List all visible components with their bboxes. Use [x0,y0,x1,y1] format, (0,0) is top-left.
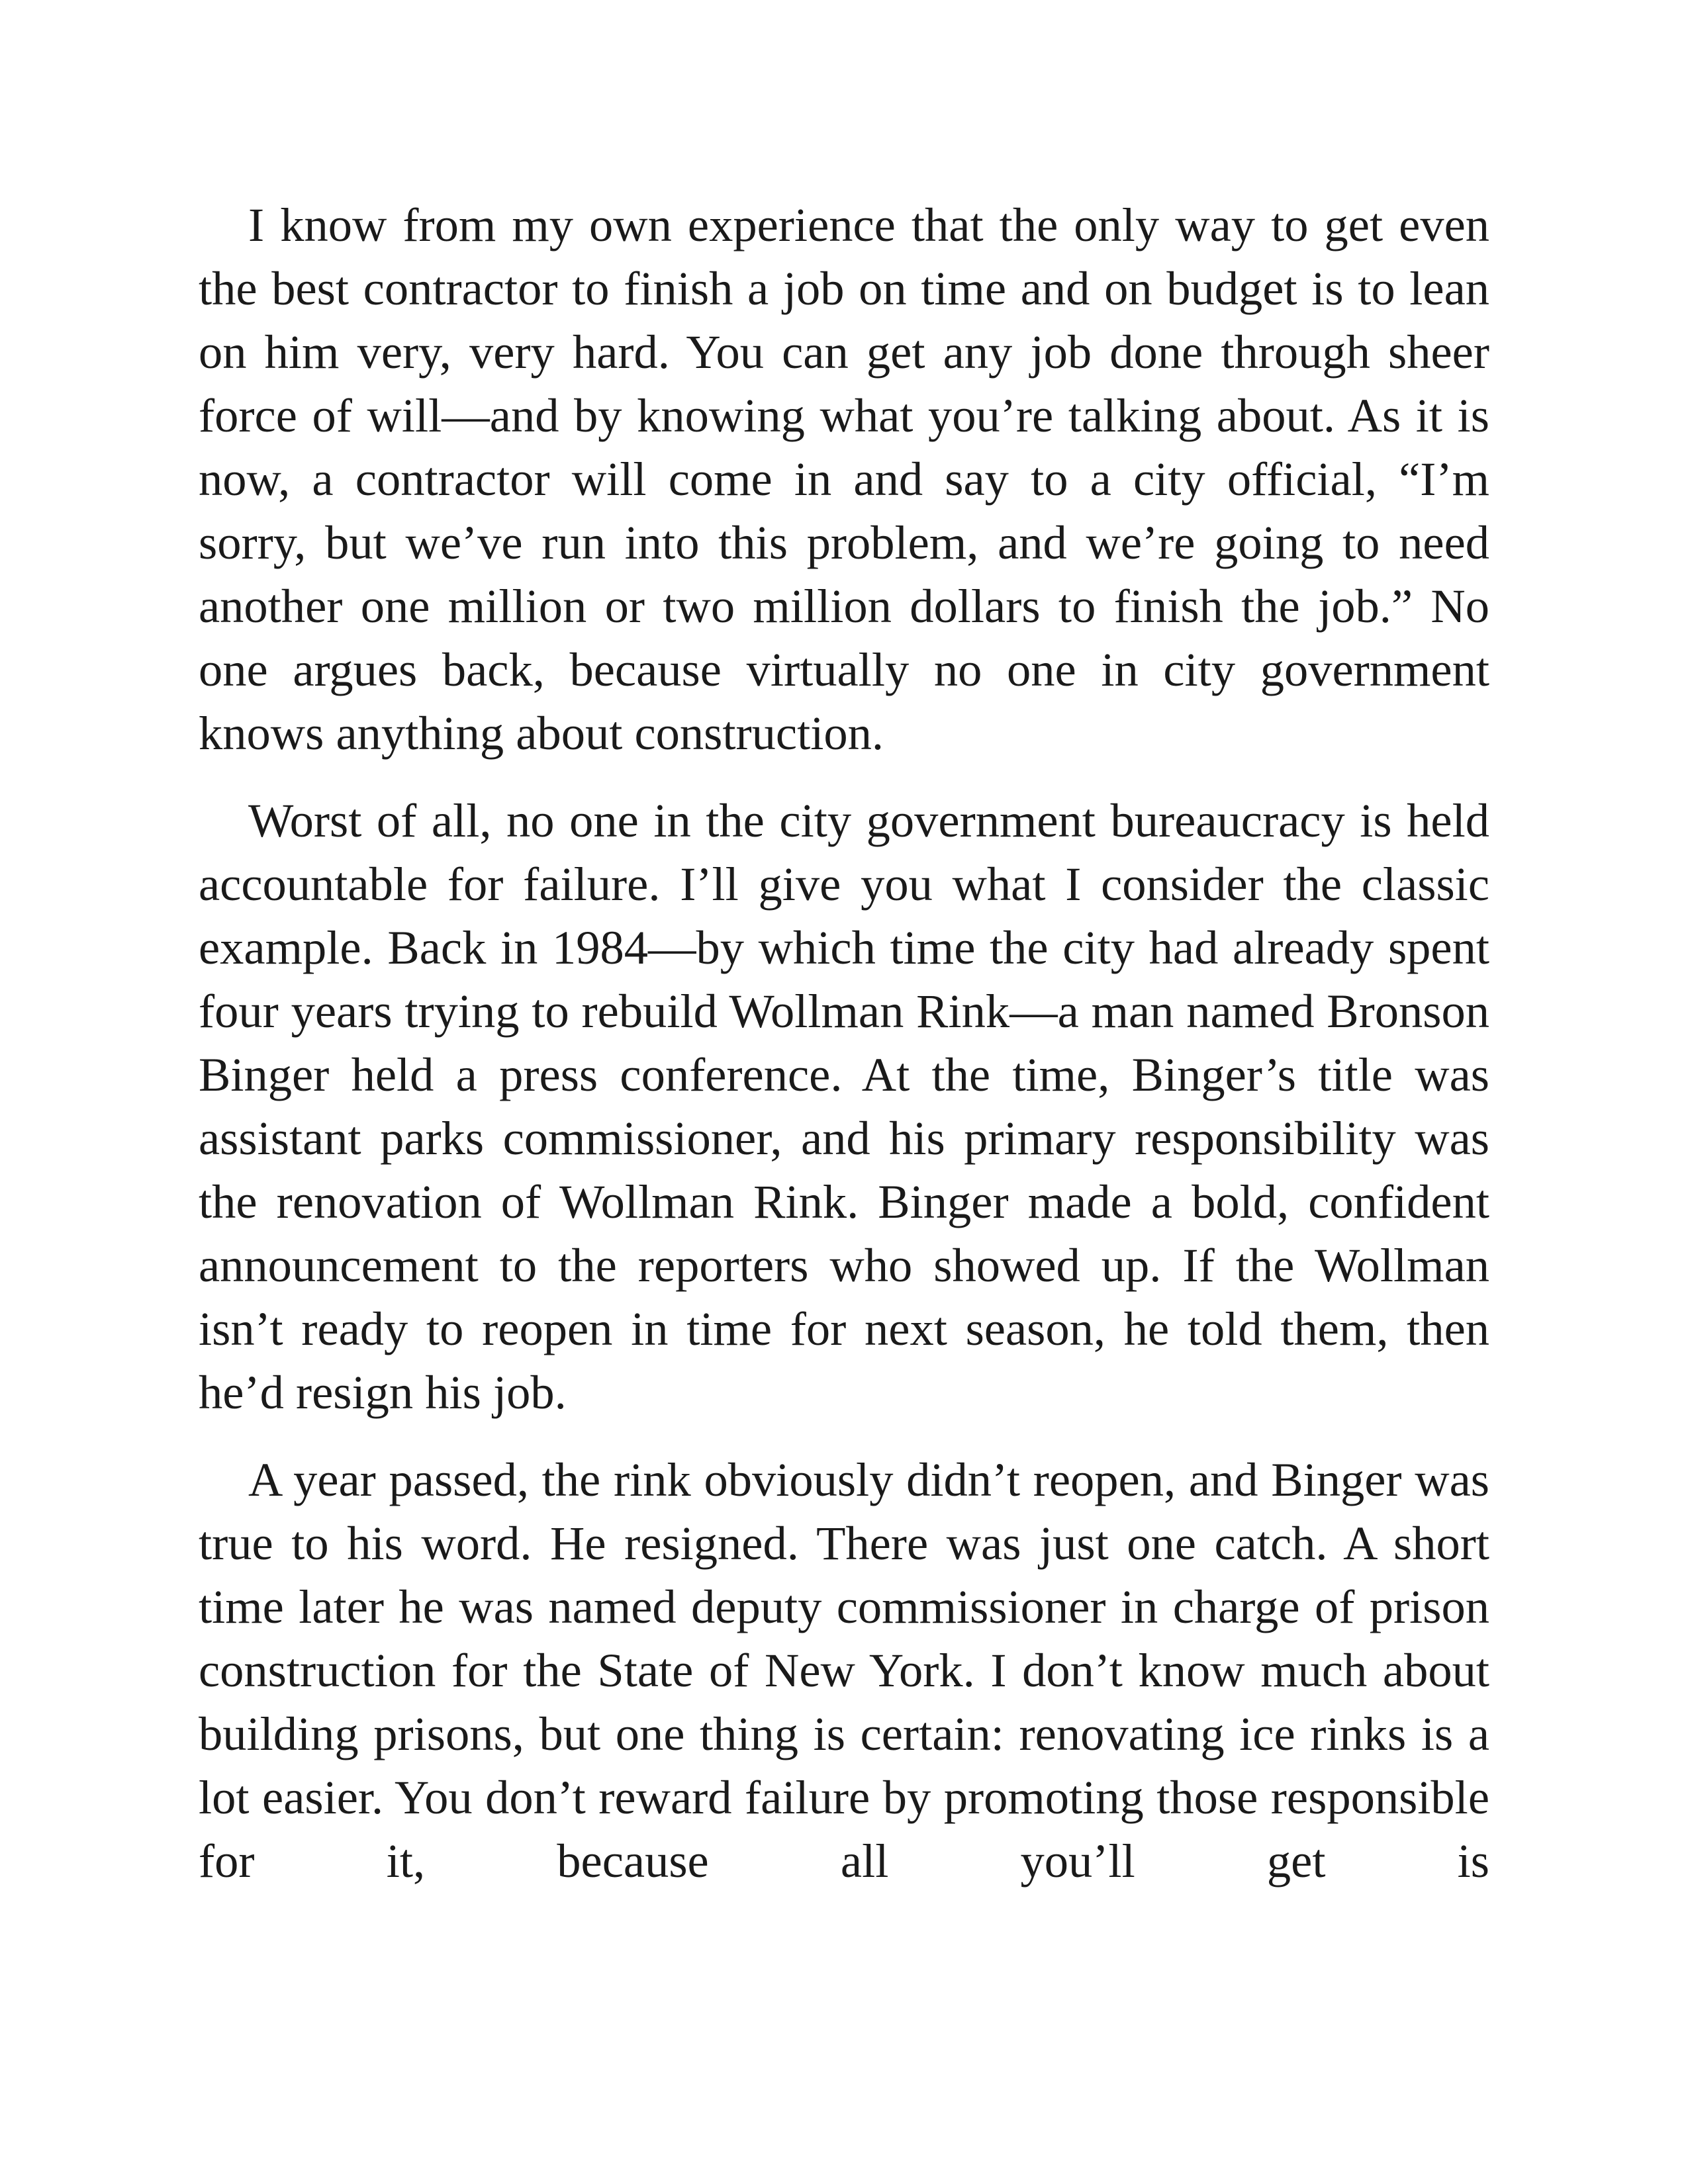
paragraph-accountability: Worst of all, no one in the city government bureaucracy is held accountable for failure. I’ll give you what I consider the classic example. Back in 1984—by which time the city had already spent four years trying to rebuild Wollman Rink—a man named Bronson Binger held a press conference. At the time, Binger’s title was assistant parks commissioner, and his primary responsibility was the renovation of Wollman Rink. Binger made a bold, confident announcement to the reporters who showed up. If the Wollman isn’t ready to reopen in time for next season, he told them, then he’d resign his job. [199,794,1489,1419]
paragraph-contractors: I know from my own experience that the only way to get even the best contractor to finish a job on time and on budget is to lean on him very, very hard. You can get any job done through sheer force of will—and by knowing what you’re talking about. As it is now, a contractor will come in and say to a city official, “I’m sorry, but we’ve run into this problem, and we’re going to need another one million or two million dollars to finish the job.” No one argues back, because virtually no one in city government knows anything about construction. [199,198,1489,760]
paragraph-binger-resignation: A year passed, the rink obviously didn’t reopen, and Binger was true to his word. He resigned. There was just one catch. A short time later he was named deputy commissioner in charge of prison construction for the State of New York. I don’t know much about building prisons, but one thing is certain: renovating ice rinks is a lot easier. You don’t reward failure by promoting those responsible for it, because all you’ll get is [199,1453,1489,1888]
body-text [199,193,1489,1893]
